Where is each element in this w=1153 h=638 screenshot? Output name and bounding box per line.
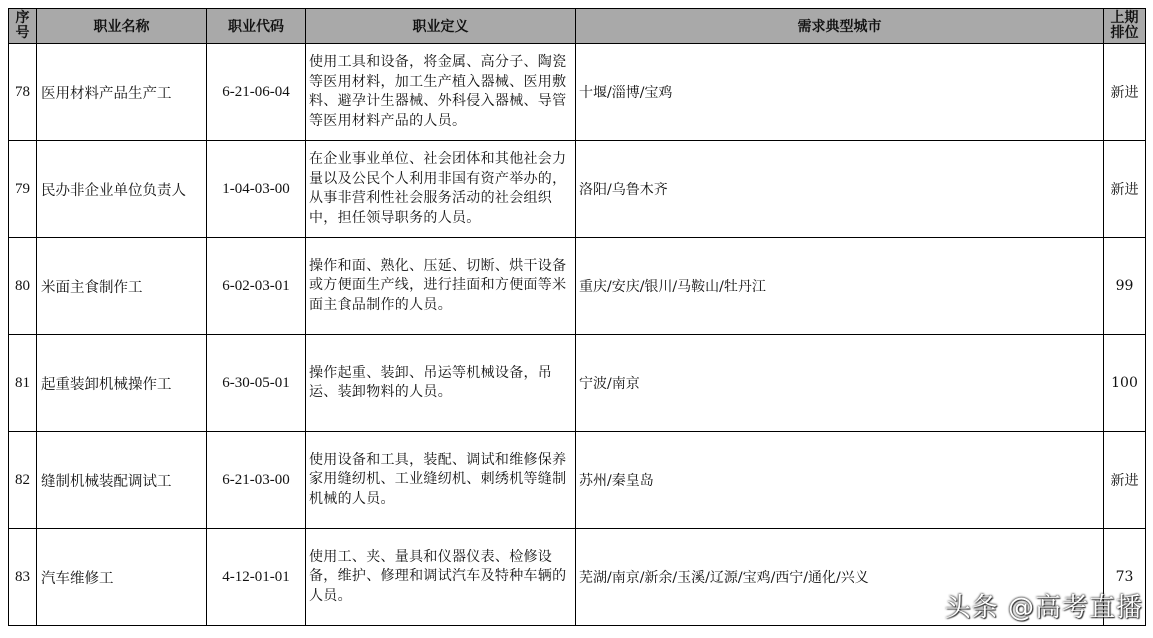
row-definition: 使用工具和设备，将金属、高分子、陶瓷等医用材料，加工生产植入器械、医用敷料、避孕计生器械、外科侵入器械、导管等医用材料产品的人员。 — [306, 44, 576, 141]
header-name: 职业名称 — [37, 9, 207, 44]
table-header-row — [9, 9, 1146, 44]
row-definition: 操作起重、装卸、吊运等机械设备，吊运、装卸物料的人员。 — [306, 335, 576, 432]
row-name: 缝制机械装配调试工 — [37, 432, 207, 529]
row-prev-rank: 新进 — [1104, 432, 1146, 529]
row-cities: 重庆/安庆/银川/马鞍山/牡丹江 — [576, 238, 1104, 335]
row-index: 83 — [9, 529, 37, 626]
header-code: 职业代码 — [207, 9, 306, 44]
row-prev-rank: 新进 — [1104, 141, 1146, 238]
row-prev-rank: 100 — [1104, 335, 1146, 432]
row-cities: 十堰/淄博/宝鸡 — [576, 44, 1104, 141]
header-cities: 需求典型城市 — [576, 9, 1104, 44]
table-wrapper — [8, 8, 1146, 626]
row-code: 1-04-03-00 — [207, 141, 306, 238]
row-definition: 在企业事业单位、社会团体和其他社会力量以及公民个人利用非国有资产举办的，从事非营利性社会服务活动的社会组织中，担任领导职务的人员。 — [306, 141, 576, 238]
row-code: 6-21-03-00 — [207, 432, 306, 529]
header-index: 序号 — [9, 9, 37, 44]
row-name: 民办非企业单位负责人 — [37, 141, 207, 238]
row-code: 6-30-05-01 — [207, 335, 306, 432]
row-code: 6-21-06-04 — [207, 44, 306, 141]
table-row — [9, 432, 1146, 529]
header-definition: 职业定义 — [306, 9, 576, 44]
row-name: 汽车维修工 — [37, 529, 207, 626]
row-cities: 洛阳/乌鲁木齐 — [576, 141, 1104, 238]
row-code: 4-12-01-01 — [207, 529, 306, 626]
table-row — [9, 335, 1146, 432]
row-prev-rank: 99 — [1104, 238, 1146, 335]
row-index: 80 — [9, 238, 37, 335]
row-prev-rank: 73 — [1104, 529, 1146, 626]
row-index: 82 — [9, 432, 37, 529]
table-row — [9, 238, 1146, 335]
watermark: 头条 @高考直播 — [944, 593, 1143, 623]
row-definition: 操作和面、熟化、压延、切断、烘干设备或方便面生产线，进行挂面和方便面等米面主食品制作的人员。 — [306, 238, 576, 335]
table-row — [9, 44, 1146, 141]
row-index: 79 — [9, 141, 37, 238]
row-prev-rank: 新进 — [1104, 44, 1146, 141]
row-cities: 苏州/秦皇岛 — [576, 432, 1104, 529]
row-definition: 使用工、夹、量具和仪器仪表、检修设备，维护、修理和调试汽车及特种车辆的人员。 — [306, 529, 576, 626]
row-index: 78 — [9, 44, 37, 141]
row-index: 81 — [9, 335, 37, 432]
row-name: 医用材料产品生产工 — [37, 44, 207, 141]
occupation-table — [8, 8, 1146, 626]
row-definition: 使用设备和工具，装配、调试和维修保养家用缝纫机、工业缝纫机、刺绣机等缝制机械的人员。 — [306, 432, 576, 529]
table-row — [9, 141, 1146, 238]
row-name: 起重装卸机械操作工 — [37, 335, 207, 432]
header-prev-rank: 上期排位 — [1104, 9, 1146, 44]
row-cities: 芜湖/南京/新余/玉溪/辽源/宝鸡/西宁/通化/兴义 — [576, 529, 1104, 626]
row-cities: 宁波/南京 — [576, 335, 1104, 432]
row-name: 米面主食制作工 — [37, 238, 207, 335]
row-code: 6-02-03-01 — [207, 238, 306, 335]
